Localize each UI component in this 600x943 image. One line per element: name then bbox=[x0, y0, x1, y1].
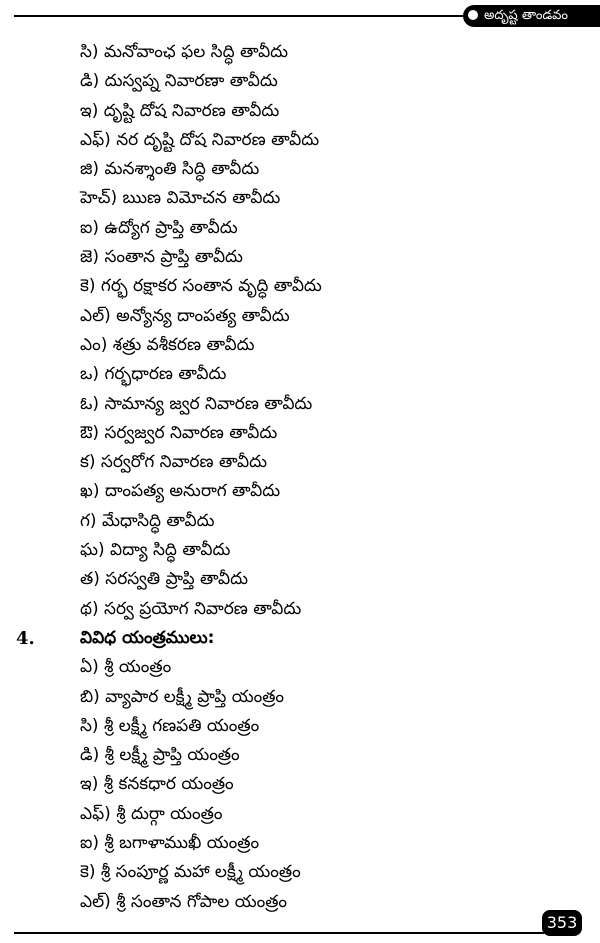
list-item-text: ఘ) విద్యా సిద్ధి తావీదు bbox=[80, 540, 231, 561]
list-item-text: ఎం) శత్రు వశీకరణ తావీదు bbox=[80, 334, 255, 355]
list-item-text: బి) వ్యాపార లక్ష్మీ ప్రాప్తి యంత్రం bbox=[80, 686, 285, 707]
list-item-text: కె) గర్భ రక్షాకర సంతాన వృద్ధి తావీదు bbox=[80, 276, 322, 297]
page-body bbox=[0, 38, 600, 917]
list-item bbox=[0, 565, 600, 594]
footer-rule bbox=[14, 932, 544, 934]
list-item bbox=[0, 302, 600, 331]
list-item bbox=[0, 536, 600, 565]
list-item-text: ఖ) దాంపత్య అనురాగ తావీదు bbox=[80, 481, 281, 502]
list-item bbox=[0, 770, 600, 799]
list-item bbox=[0, 390, 600, 419]
list-item bbox=[0, 507, 600, 536]
list-item bbox=[0, 155, 600, 184]
list-item-text: ఎఫ్) శ్రీ దుర్గా యంత్రం bbox=[80, 803, 223, 824]
section-title: వివిధ యంత్రములు: bbox=[80, 627, 215, 648]
header-rule bbox=[14, 15, 464, 17]
list-item-text: ఓ) సామాన్య జ్వర నివారణ తావీదు bbox=[80, 393, 313, 414]
list-item-text: కె) శ్రీ సంపూర్ణ మహా లక్ష్మీ యంత్రం bbox=[80, 862, 301, 883]
list-item-text: ఐ) ఉద్యోగ ప్రాప్తి తావీదు bbox=[80, 217, 238, 238]
section-heading bbox=[0, 624, 600, 653]
header-bullet-icon bbox=[468, 10, 478, 20]
list-item bbox=[0, 712, 600, 741]
list-item bbox=[0, 858, 600, 887]
list-item bbox=[0, 419, 600, 448]
list-item bbox=[0, 38, 600, 67]
list-item-text: జి) మనశ్శాంతి సిద్ధి తావీదు bbox=[80, 159, 260, 180]
list-item bbox=[0, 683, 600, 712]
list-item-text: జె) సంతాన ప్రాప్తి తావీదు bbox=[80, 247, 243, 268]
list-item-text: ఔ) సర్వజ్వర నివారణ తావీదు bbox=[80, 422, 278, 443]
list-item-text: సి) శ్రీ లక్ష్మీ గణపతి యంత్రం bbox=[80, 715, 260, 736]
list-item bbox=[0, 243, 600, 272]
page-number: 353 bbox=[542, 910, 582, 936]
list-item bbox=[0, 214, 600, 243]
list-item bbox=[0, 67, 600, 96]
list-item bbox=[0, 800, 600, 829]
list-item bbox=[0, 741, 600, 770]
list-b bbox=[0, 653, 600, 917]
list-item bbox=[0, 595, 600, 624]
list-item bbox=[0, 360, 600, 389]
list-item bbox=[0, 272, 600, 301]
list-item-text: ఒ) గర్భధారణ తావీదు bbox=[80, 364, 227, 385]
list-item bbox=[0, 184, 600, 213]
list-a bbox=[0, 38, 600, 624]
list-item-text: సి) మనోవాంఛ ఫల సిద్ధి తావీదు bbox=[80, 42, 289, 62]
running-header-title: అదృష్ట తాండవం bbox=[484, 8, 568, 23]
list-item bbox=[0, 97, 600, 126]
list-item-text: ఎల్) అన్యోన్య దాంపత్య తావీదు bbox=[80, 305, 290, 326]
list-item-text: డి) దుస్వప్న నివారణా తావీదు bbox=[80, 71, 278, 92]
list-item bbox=[0, 653, 600, 682]
list-item-text: థ) సర్వ ప్రయోగ నివారణ తావీదు bbox=[80, 598, 302, 619]
list-item-text: ఏ) శ్రీ యంత్రం bbox=[80, 657, 172, 678]
list-item-text: హెచ్) ఋణ విమోచన తావీదు bbox=[80, 188, 281, 209]
list-item bbox=[0, 331, 600, 360]
list-item-text: త) సరస్వతి ప్రాప్తి తావీదు bbox=[80, 569, 249, 590]
list-item bbox=[0, 888, 600, 917]
section-number: 4. bbox=[16, 627, 35, 649]
list-item-text: డి) శ్రీ లక్ష్మీ ప్రాప్తి యంత్రం bbox=[80, 745, 240, 766]
list-item-text: ఎఫ్) నర దృష్టి దోష నివారణ తావీదు bbox=[80, 129, 320, 150]
list-item-text: క) సర్వరోగ నివారణ తావీదు bbox=[80, 452, 267, 473]
list-item-text: ఐ) శ్రీ బగాళాముఖీ యంత్రం bbox=[80, 833, 260, 854]
list-item bbox=[0, 448, 600, 477]
list-item bbox=[0, 477, 600, 506]
list-item bbox=[0, 126, 600, 155]
list-item-text: ఎల్) శ్రీ సంతాన గోపాల యంత్రం bbox=[80, 891, 288, 912]
list-item-text: ఇ) దృష్టి దోష నివారణ తావీదు bbox=[80, 100, 280, 121]
list-item-text: ఇ) శ్రీ కనకధార యంత్రం bbox=[80, 774, 234, 795]
list-item-text: గ) మేధాసిద్ధి తావీదు bbox=[80, 510, 215, 531]
list-item bbox=[0, 829, 600, 858]
